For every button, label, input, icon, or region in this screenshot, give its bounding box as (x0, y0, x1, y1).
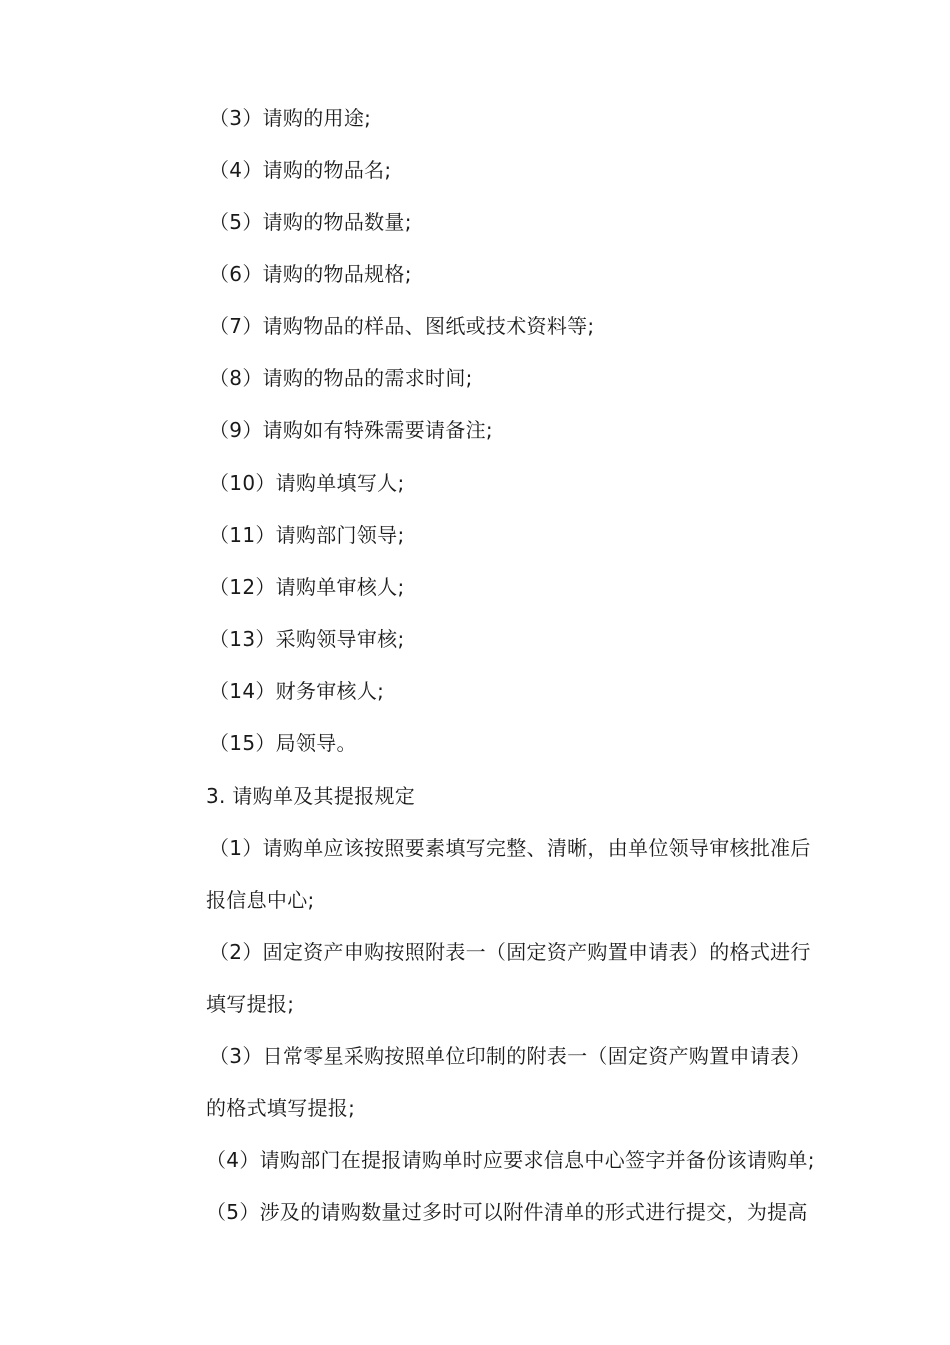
paragraph-line: （5）涉及的请购数量过多时可以附件清单的形式进行提交，为提高 (206, 1200, 808, 1224)
list-item: （10）请购单填写人; (209, 471, 405, 495)
section-heading: 3. 请购单及其提报规定 (206, 784, 416, 808)
list-item: （8）请购的物品的需求时间; (209, 366, 473, 390)
list-item: （14）财务审核人; (209, 679, 385, 703)
list-item: （9）请购如有特殊需要请备注; (209, 418, 493, 442)
paragraph-line: （2）固定资产申购按照附表一（固定资产购置申请表）的格式进行 (209, 940, 811, 964)
list-item: （12）请购单审核人; (209, 575, 405, 599)
paragraph-line: 的格式填写提报; (206, 1096, 356, 1120)
list-item: （3）请购的用途; (209, 106, 372, 130)
paragraph-line: 报信息中心; (206, 888, 315, 912)
list-item: （7）请购物品的样品、图纸或技术资料等; (209, 314, 595, 338)
list-item: （4）请购的物品名; (209, 158, 392, 182)
list-item: （11）请购部门领导; (209, 523, 405, 547)
paragraph-line: （1）请购单应该按照要素填写完整、清晰，由单位领导审核批准后 (209, 836, 811, 860)
paragraph-line: 填写提报; (206, 992, 295, 1016)
paragraph-line: （3）日常零星采购按照单位印制的附表一（固定资产购置申请表） (209, 1044, 811, 1068)
paragraph-line: （4）请购部门在提报请购单时应要求信息中心签字并备份该请购单; (206, 1148, 815, 1172)
list-item: （15）局领导。 (209, 731, 357, 755)
list-item: （5）请购的物品数量; (209, 210, 412, 234)
list-item: （6）请购的物品规格; (209, 262, 412, 286)
list-item: （13）采购领导审核; (209, 627, 405, 651)
